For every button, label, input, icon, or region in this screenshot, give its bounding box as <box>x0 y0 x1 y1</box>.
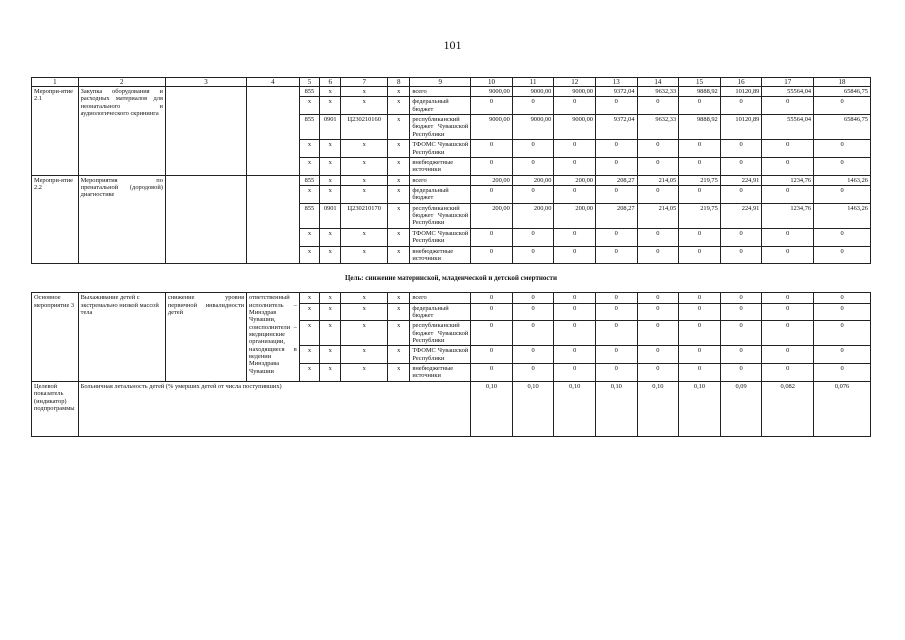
value-cell: 0 <box>471 186 513 204</box>
value-cell: 0 <box>637 303 679 321</box>
value-cell: 9000,00 <box>554 87 596 97</box>
target-cell: снижение уровня первичной инвалидности детей <box>165 293 246 382</box>
gr-code-cell: х <box>299 303 319 321</box>
value-cell: 0 <box>762 321 814 346</box>
section-code-cell: х <box>320 97 341 115</box>
value-cell: 0 <box>762 303 814 321</box>
value-cell: 9632,33 <box>637 87 679 97</box>
value-cell: 9372,04 <box>595 87 637 97</box>
funding-source-cell: республиканский бюджет Чувашской Республики <box>410 321 471 346</box>
section-code-cell: 0901 <box>320 203 341 228</box>
value-cell: 0 <box>471 364 513 382</box>
funding-source-cell: внебюджетные источники <box>410 364 471 382</box>
funding-source-cell: ТФОМС Чувашской Республики <box>410 346 471 364</box>
expense-type-cell: х <box>388 140 410 158</box>
value-cell: 9000,00 <box>512 115 554 140</box>
indicator-value-cell: 0,10 <box>554 381 596 436</box>
header-cell: 1 <box>32 78 79 87</box>
value-cell: 200,00 <box>512 203 554 228</box>
value-cell: 0 <box>720 186 762 204</box>
value-cell: 0 <box>595 246 637 264</box>
expense-type-cell: х <box>388 303 410 321</box>
section-code-cell: х <box>320 321 341 346</box>
section-code-cell: х <box>320 140 341 158</box>
value-cell: 0 <box>814 364 871 382</box>
value-cell: 0 <box>720 97 762 115</box>
target-article-cell: х <box>341 228 388 246</box>
header-cell: 11 <box>512 78 554 87</box>
expense-type-cell: х <box>388 97 410 115</box>
value-cell: 0 <box>814 346 871 364</box>
value-cell: 0 <box>814 157 871 175</box>
gr-code-cell: х <box>299 228 319 246</box>
responsible-cell: ответственный исполнитель – Минздрав Чувашии, соисполнители – медицинские организации, находящиеся в ведении Минздрава Чувашии <box>247 293 300 382</box>
value-cell: 0 <box>471 228 513 246</box>
indicator-value-cell: 0,10 <box>637 381 679 436</box>
value-cell: 208,27 <box>595 175 637 185</box>
section-code-cell: х <box>320 157 341 175</box>
value-cell: 0 <box>512 293 554 303</box>
funding-source-cell: федеральный бюджет <box>410 303 471 321</box>
section-code-cell: х <box>320 364 341 382</box>
target-article-cell: х <box>341 97 388 115</box>
goal-row <box>32 264 871 293</box>
section-code-cell: х <box>320 186 341 204</box>
value-cell: 0 <box>554 140 596 158</box>
header-cell: 2 <box>78 78 165 87</box>
value-cell: 224,91 <box>720 203 762 228</box>
value-cell: 0 <box>762 186 814 204</box>
gr-code-cell: х <box>299 321 319 346</box>
value-cell: 0 <box>595 303 637 321</box>
value-cell: 0 <box>512 364 554 382</box>
header-cell: 14 <box>637 78 679 87</box>
header-cell: 10 <box>471 78 513 87</box>
value-cell: 214,05 <box>637 203 679 228</box>
value-cell: 0 <box>554 228 596 246</box>
funding-source-cell: федеральный бюджет <box>410 186 471 204</box>
target-article-cell: х <box>341 186 388 204</box>
value-cell: 0 <box>720 346 762 364</box>
value-cell: 9000,00 <box>512 87 554 97</box>
value-cell: 0 <box>554 364 596 382</box>
value-cell: 0 <box>679 140 721 158</box>
value-cell: 208,27 <box>595 203 637 228</box>
expense-type-cell: х <box>388 186 410 204</box>
target-article-cell: х <box>341 157 388 175</box>
value-cell: 0 <box>595 346 637 364</box>
value-cell: 0 <box>720 228 762 246</box>
value-cell: 0 <box>814 228 871 246</box>
expense-type-cell: х <box>388 87 410 97</box>
indicator-value-cell: 0,076 <box>814 381 871 436</box>
table-row <box>32 87 871 97</box>
value-cell: 219,75 <box>679 203 721 228</box>
value-cell: 1463,26 <box>814 203 871 228</box>
header-cell: 12 <box>554 78 596 87</box>
value-cell: 0 <box>595 140 637 158</box>
target-article-cell: Ц230210160 <box>341 115 388 140</box>
value-cell: 0 <box>762 293 814 303</box>
value-cell: 0 <box>679 293 721 303</box>
value-cell: 0 <box>471 246 513 264</box>
funding-source-cell: всего <box>410 175 471 185</box>
value-cell: 10120,89 <box>720 115 762 140</box>
gr-code-cell: х <box>299 140 319 158</box>
value-cell: 0 <box>595 157 637 175</box>
gr-code-cell: 855 <box>299 203 319 228</box>
value-cell: 0 <box>814 293 871 303</box>
value-cell: 0 <box>471 157 513 175</box>
header-cell: 18 <box>814 78 871 87</box>
value-cell: 0 <box>595 97 637 115</box>
expense-type-cell: х <box>388 246 410 264</box>
value-cell: 55564,04 <box>762 87 814 97</box>
value-cell: 0 <box>512 157 554 175</box>
page-number: 101 <box>443 38 462 52</box>
goal-heading: Цель: снижение материнской, младенческой и детской смертности <box>32 264 871 293</box>
value-cell: 0 <box>679 228 721 246</box>
value-cell: 0 <box>814 246 871 264</box>
value-cell: 0 <box>637 364 679 382</box>
expense-type-cell: х <box>388 203 410 228</box>
header-cell: 9 <box>410 78 471 87</box>
value-cell: 0 <box>554 157 596 175</box>
value-cell: 0 <box>637 97 679 115</box>
value-cell: 0 <box>554 186 596 204</box>
value-cell: 0 <box>679 246 721 264</box>
value-cell: 0 <box>512 228 554 246</box>
value-cell: 0 <box>814 140 871 158</box>
value-cell: 0 <box>762 157 814 175</box>
value-cell: 0 <box>637 186 679 204</box>
target-cell <box>165 175 246 264</box>
value-cell: 0 <box>762 97 814 115</box>
section-code-cell: х <box>320 293 341 303</box>
target-article-cell: х <box>341 175 388 185</box>
value-cell: 0 <box>679 364 721 382</box>
value-cell: 224,91 <box>720 175 762 185</box>
value-cell: 0 <box>679 346 721 364</box>
gr-code-cell: х <box>299 364 319 382</box>
expense-type-cell: х <box>388 228 410 246</box>
event-code-cell: Меропри-ятие 2.2 <box>32 175 79 264</box>
value-cell: 0 <box>814 303 871 321</box>
expense-type-cell: х <box>388 157 410 175</box>
event-name-cell: Мероприятия по пренатальной (дородовой) диагностике <box>78 175 165 264</box>
value-cell: 0 <box>762 228 814 246</box>
value-cell: 0 <box>679 186 721 204</box>
value-cell: 0 <box>720 303 762 321</box>
budget-table <box>31 77 871 437</box>
table-row <box>32 293 871 303</box>
value-cell: 0 <box>595 321 637 346</box>
header-cell: 16 <box>720 78 762 87</box>
value-cell: 0 <box>512 246 554 264</box>
gr-code-cell: х <box>299 157 319 175</box>
value-cell: 200,00 <box>471 175 513 185</box>
value-cell: 0 <box>720 157 762 175</box>
value-cell: 0 <box>720 364 762 382</box>
value-cell: 200,00 <box>554 175 596 185</box>
value-cell: 0 <box>512 321 554 346</box>
gr-code-cell: 855 <box>299 175 319 185</box>
header-cell: 7 <box>341 78 388 87</box>
indicator-value-cell: 0,10 <box>471 381 513 436</box>
header-cell: 17 <box>762 78 814 87</box>
value-cell: 0 <box>679 321 721 346</box>
value-cell: 0 <box>720 293 762 303</box>
target-article-cell: х <box>341 321 388 346</box>
value-cell: 0 <box>554 293 596 303</box>
section-code-cell: х <box>320 87 341 97</box>
funding-source-cell: республиканский бюджет Чувашской Республики <box>410 203 471 228</box>
value-cell: 200,00 <box>471 203 513 228</box>
value-cell: 0 <box>637 321 679 346</box>
event-code-cell: Основное мероприятие 3 <box>32 293 79 382</box>
value-cell: 0 <box>814 97 871 115</box>
indicator-code-cell: Целевой показатель (индикатор) подпрограммы <box>32 381 79 436</box>
header-cell: 15 <box>679 78 721 87</box>
target-article-cell: х <box>341 364 388 382</box>
value-cell: 0 <box>595 293 637 303</box>
value-cell: 65846,75 <box>814 87 871 97</box>
value-cell: 0 <box>554 303 596 321</box>
value-cell: 214,05 <box>637 175 679 185</box>
value-cell: 200,00 <box>512 175 554 185</box>
gr-code-cell: х <box>299 186 319 204</box>
section-code-cell: х <box>320 228 341 246</box>
value-cell: 0 <box>762 246 814 264</box>
expense-type-cell: х <box>388 175 410 185</box>
section-code-cell: х <box>320 246 341 264</box>
expense-type-cell: х <box>388 364 410 382</box>
value-cell: 0 <box>814 321 871 346</box>
target-article-cell: х <box>341 303 388 321</box>
value-cell: 0 <box>637 246 679 264</box>
value-cell: 0 <box>814 186 871 204</box>
indicator-value-cell: 0,10 <box>679 381 721 436</box>
value-cell: 0 <box>762 364 814 382</box>
expense-type-cell: х <box>388 346 410 364</box>
target-article-cell: х <box>341 246 388 264</box>
value-cell: 0 <box>762 140 814 158</box>
header-cell: 6 <box>320 78 341 87</box>
gr-code-cell: 855 <box>299 115 319 140</box>
indicator-value-cell: 0,09 <box>720 381 762 436</box>
target-article-cell: х <box>341 87 388 97</box>
value-cell: 0 <box>471 97 513 115</box>
value-cell: 9000,00 <box>471 115 513 140</box>
value-cell: 200,00 <box>554 203 596 228</box>
target-article-cell: х <box>341 140 388 158</box>
value-cell: 0 <box>637 228 679 246</box>
value-cell: 0 <box>637 346 679 364</box>
value-cell: 0 <box>720 140 762 158</box>
value-cell: 0 <box>554 246 596 264</box>
value-cell: 0 <box>554 97 596 115</box>
value-cell: 9632,33 <box>637 115 679 140</box>
value-cell: 0 <box>512 140 554 158</box>
indicator-value-cell: 0,10 <box>595 381 637 436</box>
header-cell: 4 <box>247 78 300 87</box>
indicator-row <box>32 381 871 436</box>
value-cell: 0 <box>471 346 513 364</box>
value-cell: 0 <box>471 293 513 303</box>
table-row <box>32 175 871 185</box>
value-cell: 0 <box>595 228 637 246</box>
target-article-cell: х <box>341 293 388 303</box>
funding-source-cell: всего <box>410 87 471 97</box>
value-cell: 65846,75 <box>814 115 871 140</box>
value-cell: 0 <box>595 364 637 382</box>
responsible-cell <box>247 175 300 264</box>
value-cell: 9888,92 <box>679 87 721 97</box>
value-cell: 0 <box>637 157 679 175</box>
header-cell: 3 <box>165 78 246 87</box>
expense-type-cell: х <box>388 293 410 303</box>
funding-source-cell: федеральный бюджет <box>410 97 471 115</box>
header-cell: 8 <box>388 78 410 87</box>
target-article-cell: Ц230210170 <box>341 203 388 228</box>
value-cell: 0 <box>512 97 554 115</box>
funding-source-cell: ТФОМС Чувашской Республики <box>410 140 471 158</box>
value-cell: 10120,89 <box>720 87 762 97</box>
indicator-value-cell: 0,10 <box>512 381 554 436</box>
section-code-cell: х <box>320 175 341 185</box>
value-cell: 0 <box>554 346 596 364</box>
value-cell: 0 <box>512 186 554 204</box>
funding-source-cell: республиканский бюджет Чувашской Республики <box>410 115 471 140</box>
funding-source-cell: всего <box>410 293 471 303</box>
event-code-cell: Меропри-ятие 2.1 <box>32 87 79 176</box>
funding-source-cell: внебюджетные источники <box>410 246 471 264</box>
header-cell: 5 <box>299 78 319 87</box>
gr-code-cell: х <box>299 246 319 264</box>
value-cell: 0 <box>512 303 554 321</box>
expense-type-cell: х <box>388 321 410 346</box>
value-cell: 1463,26 <box>814 175 871 185</box>
section-code-cell: х <box>320 346 341 364</box>
gr-code-cell: х <box>299 97 319 115</box>
value-cell: 9372,04 <box>595 115 637 140</box>
indicator-value-cell: 0,082 <box>762 381 814 436</box>
value-cell: 9888,92 <box>679 115 721 140</box>
value-cell: 0 <box>471 140 513 158</box>
funding-source-cell: внебюджетные источники <box>410 157 471 175</box>
responsible-cell <box>247 87 300 176</box>
value-cell: 55564,04 <box>762 115 814 140</box>
value-cell: 0 <box>512 346 554 364</box>
target-cell <box>165 87 246 176</box>
event-name-cell: Закупка оборудования и расходных материалов для неонатального и аудиологического скрининга <box>78 87 165 176</box>
value-cell: 0 <box>720 246 762 264</box>
value-cell: 9000,00 <box>554 115 596 140</box>
value-cell: 0 <box>554 321 596 346</box>
indicator-name-cell: Больничная летальность детей (% умерших детей от числа поступивших) <box>78 381 471 436</box>
header-cell: 13 <box>595 78 637 87</box>
header-row <box>32 78 871 87</box>
value-cell: 0 <box>762 346 814 364</box>
value-cell: 0 <box>637 140 679 158</box>
value-cell: 9000,00 <box>471 87 513 97</box>
gr-code-cell: х <box>299 293 319 303</box>
section-code-cell: 0901 <box>320 115 341 140</box>
value-cell: 0 <box>471 321 513 346</box>
value-cell: 0 <box>679 303 721 321</box>
event-name-cell: Выхаживание детей с экстремально низкой массой тела <box>78 293 165 382</box>
funding-source-cell: ТФОМС Чувашской Республики <box>410 228 471 246</box>
value-cell: 219,75 <box>679 175 721 185</box>
value-cell: 1234,76 <box>762 203 814 228</box>
section-code-cell: х <box>320 303 341 321</box>
value-cell: 0 <box>720 321 762 346</box>
value-cell: 1234,76 <box>762 175 814 185</box>
value-cell: 0 <box>679 157 721 175</box>
expense-type-cell: х <box>388 115 410 140</box>
gr-code-cell: 855 <box>299 87 319 97</box>
value-cell: 0 <box>679 97 721 115</box>
value-cell: 0 <box>637 293 679 303</box>
value-cell: 0 <box>471 303 513 321</box>
target-article-cell: х <box>341 346 388 364</box>
gr-code-cell: х <box>299 346 319 364</box>
value-cell: 0 <box>595 186 637 204</box>
